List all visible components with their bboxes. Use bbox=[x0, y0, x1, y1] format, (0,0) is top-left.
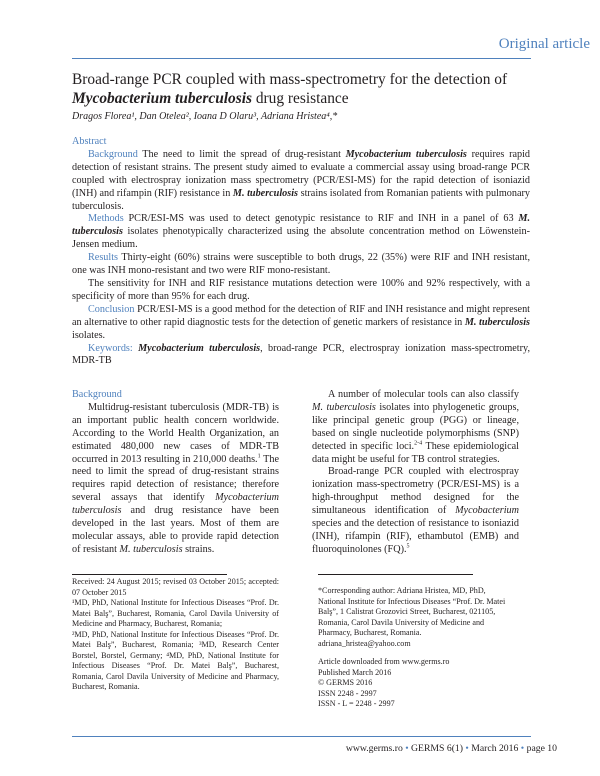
body-text: isolates into phylogenetic groups, like principal genetic group (PGG) or lineage, based on single nucleotide polymorphisms (SNP) detected in specific loci. bbox=[312, 401, 519, 452]
abstract-text: PCR/ESI-MS is a good method for the detection of RIF and INH resistance and might represent an alternative to other rapid diagnostic tests for the detection of genetic markers of resistance in bbox=[72, 303, 530, 328]
body-text: Broad-range PCR coupled with electrospray ionization mass-spectrometry (PCR/ESI-MS) is a high-throughput method designed for the simultaneous identification of bbox=[312, 466, 519, 517]
abstract-text: strains isolated from Romanian patients with pulmonary tuberculosis. bbox=[72, 187, 530, 212]
abstract-conclusion bbox=[72, 304, 530, 343]
corresponding-line: Romania, Carol Davila University of Medicine and bbox=[318, 617, 485, 627]
title-line-1: Broad-range PCR coupled with mass-spectrometry for the detection of bbox=[72, 71, 508, 88]
title-rest: drug resistance bbox=[251, 90, 349, 107]
keywords-text: , broad-range PCR, electrospray ionization mass-spectrometry, MDR-TB bbox=[72, 342, 530, 367]
footnotes-right bbox=[318, 586, 530, 710]
methods-label: Methods bbox=[88, 213, 124, 225]
body-text: and drug resistance have been developed in the last years. Most of them are molecular assays, able to provide rapid detection of resistant bbox=[72, 505, 279, 555]
footer-date: March 2016 bbox=[471, 743, 519, 754]
citation-ref: 1 bbox=[257, 453, 261, 460]
article-info: ISSN - L = 2248 - 2997 bbox=[318, 699, 395, 708]
abstract-text: isolates. bbox=[72, 329, 106, 341]
abstract-background bbox=[72, 149, 530, 214]
footer-separator: • bbox=[520, 743, 525, 754]
footnotes-left bbox=[72, 577, 279, 693]
body-paragraph bbox=[312, 466, 519, 556]
article-info: ISSN 2248 - 2997 bbox=[318, 688, 377, 698]
footer-journal: GERMS 6(1) bbox=[411, 743, 463, 754]
article-title bbox=[72, 70, 542, 108]
body-right-column bbox=[312, 389, 519, 557]
body-text: The need to limit the spread of drug-resistant strains requires rapid detection of resistance; therefore several assays that identify bbox=[72, 453, 279, 504]
body-text: strains. bbox=[182, 543, 215, 555]
header-rule bbox=[72, 58, 531, 59]
footer-site: www.germs.ro bbox=[345, 743, 403, 754]
footnote-rule-left bbox=[72, 574, 227, 575]
affiliation-1: ¹MD, PhD, National Institute for Infectious Diseases “Prof. Dr. Matei Balş”, Bucharest, Romania, Carol Davila University of Medicine and Pharmacy, Bucharest, Romania; bbox=[72, 598, 279, 628]
body-left-column bbox=[72, 389, 279, 557]
results-label: Results bbox=[88, 252, 119, 264]
organism-name: Mycobacterium tuberculosis bbox=[138, 342, 261, 354]
abstract bbox=[72, 136, 530, 368]
article-info: Article downloaded from www.germs.ro bbox=[318, 657, 450, 666]
affiliation-2: ²MD, PhD, National Institute for Infectious Diseases “Prof. Dr. Matei Balş”, Bucharest, Romania; bbox=[72, 629, 279, 649]
abstract-text: The need to limit the spread of drug-resistant bbox=[137, 148, 346, 160]
body-text: A number of molecular tools can also classify bbox=[328, 389, 519, 400]
footnote-rule-right bbox=[318, 574, 473, 575]
abstract-text: Thirty-eight (60%) strains were susceptible to both drugs, 22 (35%) were RIF and INH resistant, one was INH mono-resistant and two were RIF mono-resistant. bbox=[72, 252, 530, 277]
body-paragraph bbox=[312, 389, 519, 466]
abstract-results-2: The sensitivity for INH and RIF resistance mutations detection were 100% and 92% respectively, with a specificity of more than 95% for each drug. bbox=[72, 277, 530, 302]
corresponding-line: Balş”, 1 Calistrat Grozovici Street, Bucharest, 021105, bbox=[318, 607, 496, 616]
organism-name: Mycobacterium bbox=[455, 505, 519, 517]
background-heading: Background bbox=[72, 389, 122, 400]
page-footer bbox=[346, 743, 557, 754]
organism-name: M. tuberculosis bbox=[232, 187, 299, 199]
organism-name: M. tuberculosis bbox=[312, 401, 376, 413]
corresponding-email: adriana_hristea@yahoo.com bbox=[318, 638, 411, 648]
received-dates: Received: 24 August 2015; revised 03 October 2015; accepted: 07 October 2015 bbox=[72, 577, 279, 597]
keywords bbox=[72, 343, 530, 369]
abstract-text: PCR/ESI-MS was used to detect genotypic resistance to RIF and INH in a panel of 63 bbox=[123, 213, 519, 225]
organism-name: M. tuberculosis bbox=[119, 543, 183, 555]
footer-separator: • bbox=[465, 743, 469, 754]
abstract-text: requires rapid detection of resistant strains. The present study aimed to evaluate a commercial assay using broad-range PCR coupled with electrospray ionization mass spectrometry (PCR/ESI-MS) for the rapid detection of isoniazid (INH) and rifampin (RIF) resistance in bbox=[72, 148, 530, 199]
corresponding-line: *Corresponding author: Adriana Hristea, MD, PhD, bbox=[318, 586, 486, 595]
affiliation-3: ³MD, Research Center Borstel, Borstel, Germany; bbox=[72, 640, 279, 660]
affiliation-2-3 bbox=[72, 630, 279, 693]
body-text: These epidemiological data might be useful for TB control strategies. bbox=[312, 440, 519, 465]
affiliation-4: ⁴MD, PhD, National Institute for Infectious Diseases “Prof. Dr. Matei Balş”, Bucharest, Romania, Carol Davila University of Medicine and Pharmacy, Bucharest, Romania. bbox=[72, 650, 279, 691]
keywords-label: Keywords: bbox=[88, 342, 133, 354]
organism-name: Mycobacterium tuberculosis bbox=[345, 148, 467, 160]
author-list: Dragos Florea¹, Dan Otelea², Ioana D Olaru³, Adriana Hristea⁴,* bbox=[72, 111, 338, 122]
corresponding-line: Pharmacy, Bucharest, Romania. bbox=[318, 628, 422, 637]
abstract-text: isolates phenotypically characterized using the absolute concentration method on Löwenstein-Jensen medium. bbox=[72, 226, 530, 251]
footer-separator: • bbox=[405, 743, 409, 754]
body-text: Multidrug-resistant tuberculosis (MDR-TB) is an important public health concern worldwide. According to the World Health Organization, an estimated 480,000 new cases of MDR-TB occurred in 2013 resulting in 210,000 deaths. bbox=[72, 401, 279, 465]
article-info: © GERMS 2016 bbox=[318, 678, 373, 687]
title-organism: Mycobacterium tuberculosis bbox=[72, 90, 252, 107]
conclusion-label: Conclusion bbox=[88, 303, 135, 315]
abstract-heading: Abstract bbox=[72, 136, 107, 147]
organism-name: M. tuberculosis bbox=[72, 213, 530, 238]
footer-rule bbox=[72, 736, 531, 737]
background-label: Background bbox=[88, 148, 138, 160]
citation-ref: 5 bbox=[406, 543, 410, 550]
body-text: species and the detection of resistance to isoniazid (INH), rifampin (RIF), ethambutol (EMB) and fluoroquinolones (FQ). bbox=[312, 518, 519, 555]
organism-name: M. tuberculosis bbox=[464, 316, 530, 328]
section-label: Original article bbox=[498, 36, 590, 52]
corresponding-line: National Institute for Infectious Diseases “Prof. Dr. Matei bbox=[318, 596, 506, 606]
body-paragraph bbox=[72, 402, 279, 557]
abstract-methods bbox=[72, 213, 530, 252]
abstract-results bbox=[72, 252, 530, 278]
citation-ref: 2-4 bbox=[414, 440, 423, 447]
organism-name: Mycobacterium tuberculosis bbox=[72, 492, 279, 517]
article-info: Published March 2016 bbox=[318, 667, 392, 677]
footer-page-number: page 10 bbox=[526, 743, 557, 754]
